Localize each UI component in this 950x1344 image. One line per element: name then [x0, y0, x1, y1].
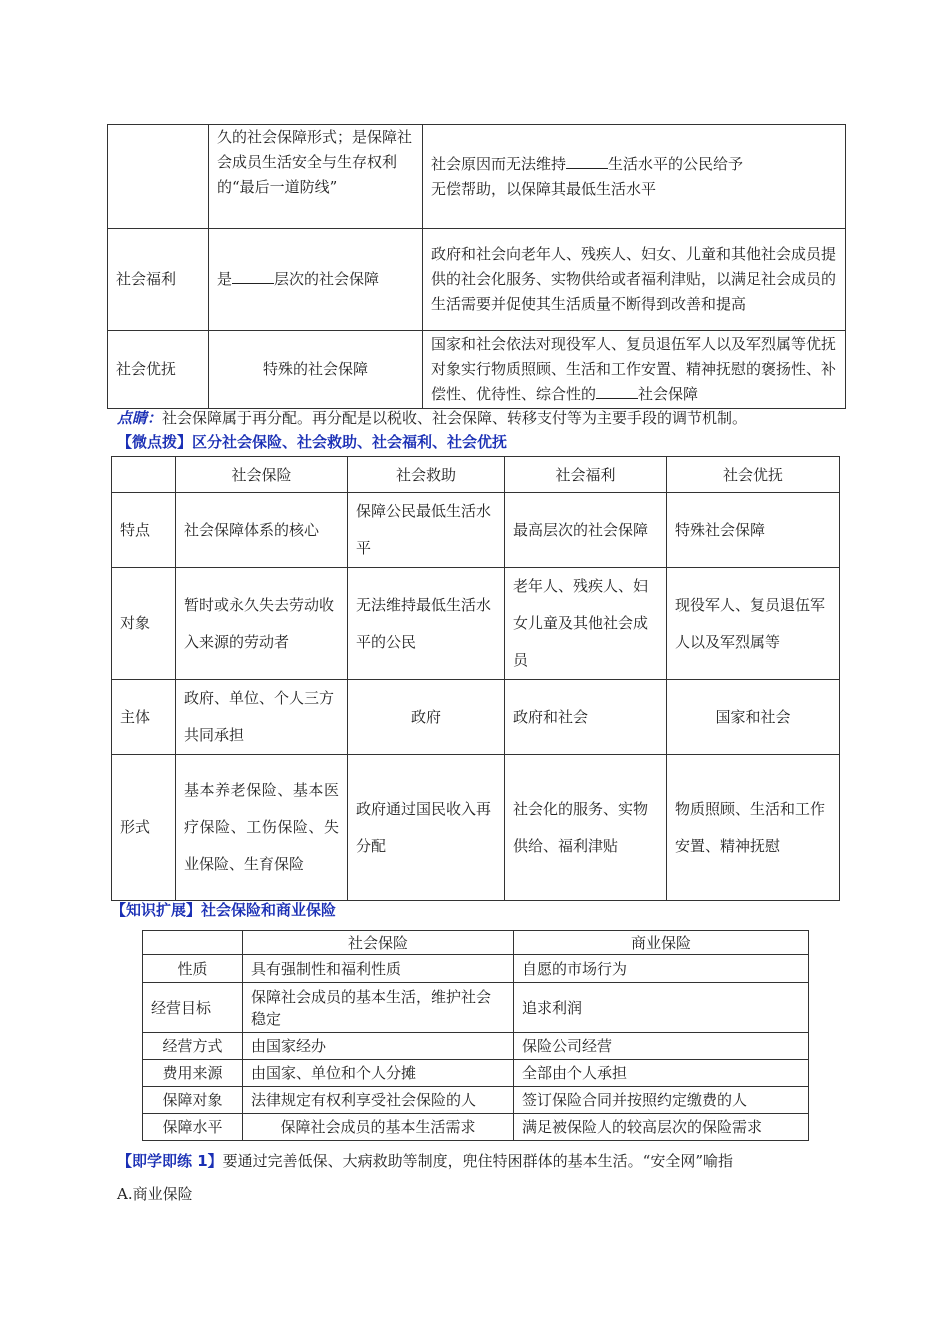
table-header-cell [112, 457, 176, 493]
table-row [143, 1087, 809, 1114]
table-cell: 签订保险合同并按照约定缴费的人 [514, 1087, 809, 1114]
table-cell: 自愿的市场行为 [514, 955, 809, 983]
cell-text: 生活水平的公民给予 [608, 154, 744, 173]
table-cell: 保障社会成员的基本生活需求 [243, 1114, 514, 1141]
table-row [108, 125, 846, 229]
exercise-text: 要通过完善低保、大病救助等制度，兜住特困群体的基本生活。“安全网”喻指 [222, 1152, 734, 1170]
table-header-cell: 社会保险 [176, 457, 348, 493]
table-cell: 保障对象 [143, 1087, 243, 1114]
table-cell: 物质照顾、生活和工作安置、精神抚慰 [667, 755, 840, 901]
cell-text: 层次的社会保障 [274, 270, 380, 288]
table-cell [209, 229, 423, 331]
table-cell: 特殊的社会保障 [209, 331, 423, 409]
table-cell: 政府通过国民收入再分配 [348, 755, 505, 901]
table-row [112, 493, 840, 568]
table-header-cell: 社会保险 [243, 931, 514, 955]
table-cell: 社会保障体系的核心 [176, 493, 348, 568]
table-row [143, 955, 809, 983]
table-row [143, 1033, 809, 1060]
table-header-cell: 社会福利 [505, 457, 667, 493]
table-cell: 国家和社会 [667, 680, 840, 755]
table-cell: 基本养老保险、基本医疗保险、工伤保险、失业保险、生育保险 [176, 755, 348, 901]
table-row [108, 331, 846, 409]
table-row [108, 229, 846, 331]
table-cell [423, 125, 846, 229]
cell-text: 社会原因而无法维持 [431, 154, 567, 173]
table-header-row [112, 457, 840, 493]
table-cell: 全部由个人承担 [514, 1060, 809, 1087]
table-header-cell: 社会优抚 [667, 457, 840, 493]
fill-blank [596, 384, 638, 399]
note-label: 点睛： [117, 409, 163, 427]
table-cell: 特点 [112, 493, 176, 568]
table-cell: 无法维持最低生活水平的公民 [348, 568, 505, 680]
fill-blank [566, 154, 608, 169]
table-header-cell: 商业保险 [514, 931, 809, 955]
table-cell: 具有强制性和福利性质 [243, 955, 514, 983]
cell-text: 社会保障 [638, 385, 699, 403]
table-row [112, 680, 840, 755]
table-row [143, 1114, 809, 1141]
table-cell: 满足被保险人的较高层次的保险需求 [514, 1114, 809, 1141]
comparison-table [111, 456, 840, 901]
table-cell: 经营方式 [143, 1033, 243, 1060]
table-cell: 政府和社会 [505, 680, 667, 755]
table-cell: 老年人、残疾人、妇女儿童及其他社会成员 [505, 568, 667, 680]
option-a: A.商业保险 [117, 1185, 193, 1203]
table-cell: 政府、单位、个人三方共同承担 [176, 680, 348, 755]
cell-text: 久的社会保障形式；是保障社会成员生活安全与生存权利的“最后一道防线” [217, 128, 413, 196]
section-heading: 【微点拨】区分社会保险、社会救助、社会福利、社会优抚 [117, 433, 508, 451]
table-cell: 保障社会成员的基本生活，维护社会稳定 [243, 983, 514, 1033]
table-cell [209, 125, 423, 229]
table-cell: 对象 [112, 568, 176, 680]
table-cell: 政府和社会向老年人、残疾人、妇女、儿童和其他社会成员提供的社会化服务、实物供给或者福利津贴，以满足社会成员的生活需要并促使其生活质量不断得到改善和提高 [423, 229, 846, 331]
table-header-row [143, 931, 809, 955]
table-cell [423, 331, 846, 409]
table-row [143, 1060, 809, 1087]
table-cell: 保障公民最低生活水平 [348, 493, 505, 568]
table-cell: 经营目标 [143, 983, 243, 1033]
table-row [112, 755, 840, 901]
table-cell: 最高层次的社会保障 [505, 493, 667, 568]
exercise-label: 【即学即练 1】 [117, 1152, 223, 1170]
table-cell: 保障水平 [143, 1114, 243, 1141]
cell-text: 无偿帮助，以保障其最低生活水平 [431, 179, 657, 198]
cell-text: 是 [217, 270, 233, 288]
table-cell: 法律规定有权利享受社会保险的人 [243, 1087, 514, 1114]
table-cell: 保险公司经营 [514, 1033, 809, 1060]
table-cell: 主体 [112, 680, 176, 755]
table-header-cell [143, 931, 243, 955]
table-cell: 政府 [348, 680, 505, 755]
note-text: 社会保障属于再分配。再分配是以税收、社会保障、转移支付等为主要手段的调节机制。 [162, 409, 748, 427]
fill-blank [232, 269, 274, 284]
table-cell: 社会化的服务、实物供给、福利津贴 [505, 755, 667, 901]
table-cell: 追求利润 [514, 983, 809, 1033]
table-cell [108, 125, 209, 229]
table-cell: 社会优抚 [108, 331, 209, 409]
table-cell: 性质 [143, 955, 243, 983]
table-cell: 暂时或永久失去劳动收入来源的劳动者 [176, 568, 348, 680]
exercise-question [117, 1150, 837, 1171]
note-line [117, 407, 837, 429]
table-row [112, 568, 840, 680]
table-cell: 社会福利 [108, 229, 209, 331]
table-header-cell: 社会救助 [348, 457, 505, 493]
social-security-types-table [107, 124, 846, 409]
table-row [143, 983, 809, 1033]
table-cell: 由国家、单位和个人分摊 [243, 1060, 514, 1087]
table-cell: 由国家经办 [243, 1033, 514, 1060]
section-heading: 【知识扩展】社会保险和商业保险 [111, 901, 337, 919]
table-cell: 现役军人、复员退伍军人以及军烈属等 [667, 568, 840, 680]
insurance-comparison-table [142, 930, 809, 1141]
table-cell: 费用来源 [143, 1060, 243, 1087]
table-cell: 特殊社会保障 [667, 493, 840, 568]
table-cell: 形式 [112, 755, 176, 901]
cell-text: 国家和社会依法对现役军人、复员退伍军人以及军烈属等优抚对象实行物质照顾、生活和工作安置、精神抚慰的褒扬性、补偿性、优待性、综合性的 [431, 335, 837, 403]
